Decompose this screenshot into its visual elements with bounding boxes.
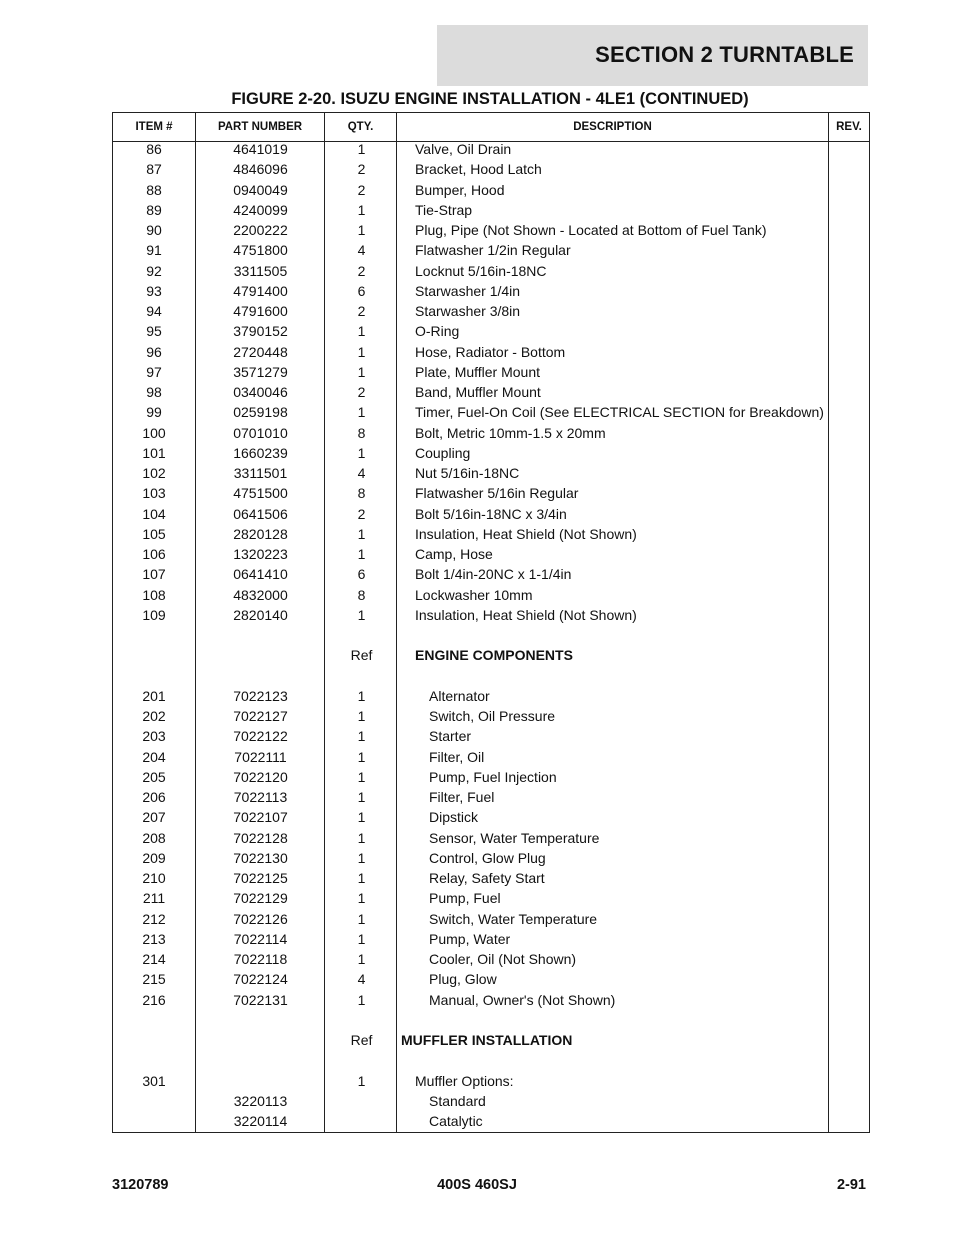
table-row: [113, 544, 869, 564]
description: Switch, Water Temperature: [429, 910, 598, 927]
part-number: 7022120: [233, 768, 288, 785]
description: Camp, Hose: [415, 546, 493, 562]
table-row: [113, 645, 869, 665]
quantity: 1: [357, 748, 366, 765]
quantity: 1: [357, 890, 366, 907]
description: O-Ring: [415, 323, 460, 340]
quantity: 2: [357, 303, 366, 319]
table-row: [113, 1030, 869, 1050]
header-rev: REV.: [836, 121, 862, 133]
description: Standard: [429, 1092, 486, 1109]
quantity: 2: [357, 181, 366, 198]
quantity: 1: [357, 323, 366, 340]
description: Locknut 5/16in-18NC: [415, 262, 547, 279]
item-number: 213: [142, 930, 166, 947]
item-number: 93: [146, 282, 162, 299]
description: Sensor, Water Temperature: [429, 829, 600, 846]
quantity: 1: [357, 201, 366, 218]
table-row: [113, 686, 869, 706]
description: Valve, Oil Drain: [415, 141, 512, 157]
table-row: [113, 929, 869, 949]
item-number: 205: [142, 768, 166, 785]
description: Pump, Water: [429, 930, 511, 947]
part-number: 4791400: [233, 282, 288, 299]
table-row: [113, 402, 869, 422]
part-number: 7022129: [233, 890, 288, 907]
item-number: 102: [142, 465, 166, 481]
item-number: 106: [142, 546, 166, 562]
table-row: [113, 423, 869, 443]
footer-page-number: 2-91: [836, 1177, 866, 1193]
description: Plug, Pipe (Not Shown - Located at Bottom of Fuel Tank): [415, 222, 767, 238]
part-number: 3220113: [233, 1092, 288, 1109]
part-number: 0940049: [233, 181, 288, 198]
description: Hose, Radiator - Bottom: [415, 343, 566, 360]
quantity: 1: [357, 809, 366, 826]
quantity: 8: [357, 424, 366, 441]
part-number: 7022122: [233, 728, 288, 745]
description: Insulation, Heat Shield (Not Shown): [415, 525, 637, 542]
item-number: 92: [146, 262, 162, 279]
table-row: [113, 969, 869, 989]
table-row: [113, 180, 869, 200]
table-row: [113, 261, 869, 281]
item-number: 98: [146, 384, 162, 400]
description: Relay, Safety Start: [429, 870, 545, 886]
quantity: 1: [357, 789, 366, 805]
item-number: 109: [142, 606, 166, 623]
item-number: 91: [146, 242, 162, 259]
item-number: 209: [142, 849, 166, 866]
description: Band, Muffler Mount: [415, 384, 541, 400]
part-number: 7022114: [233, 930, 288, 947]
item-number: 107: [142, 566, 166, 583]
table-row: [113, 382, 869, 402]
part-number: 0641410: [233, 566, 288, 583]
header-item: ITEM #: [135, 121, 173, 133]
item-number: 89: [146, 201, 162, 218]
quantity: 1: [357, 141, 366, 157]
item-number: 210: [142, 870, 166, 886]
item-number: 202: [142, 708, 166, 724]
item-number: 96: [146, 343, 162, 360]
table-row: [113, 585, 869, 605]
part-number: 2820128: [233, 525, 288, 542]
description: Switch, Oil Pressure: [429, 708, 556, 724]
quantity: 1: [357, 1072, 366, 1089]
table-row: [113, 990, 869, 1010]
item-number: 208: [142, 829, 166, 846]
description: Control, Glow Plug: [429, 849, 546, 866]
part-number: 1320223: [233, 546, 288, 562]
item-number: 201: [142, 687, 166, 704]
part-number: 0701010: [233, 424, 288, 441]
quantity: 1: [357, 829, 366, 846]
parts-table: [112, 112, 870, 1133]
description: Muffler Options:: [415, 1072, 514, 1089]
header-qty: QTY.: [347, 121, 374, 133]
item-number: 86: [146, 141, 162, 157]
section-banner: [437, 25, 868, 86]
part-number: 0641506: [233, 505, 288, 522]
item-number: 301: [142, 1072, 166, 1089]
description: Timer, Fuel-On Coil (See ELECTRICAL SECTION for Breakdown): [415, 404, 824, 421]
item-number: 207: [142, 809, 166, 826]
quantity: 1: [357, 687, 366, 704]
table-row: [113, 625, 869, 645]
header-description: DESCRIPTION: [573, 121, 652, 133]
footer-model: 400S 460SJ: [437, 1177, 517, 1193]
table-row: [113, 605, 869, 625]
description: Bumper, Hood: [415, 181, 505, 198]
quantity: Ref: [350, 647, 373, 664]
table-row: [113, 321, 869, 341]
description: Catalytic: [429, 1113, 483, 1129]
header-part-number: PART NUMBER: [217, 121, 303, 133]
table-row: [113, 220, 869, 240]
quantity: 1: [357, 222, 366, 238]
table-row: [113, 159, 869, 179]
table-row: [113, 787, 869, 807]
footer-doc-number: 3120789: [112, 1177, 169, 1193]
item-number: 101: [142, 444, 166, 461]
table-row: [113, 524, 869, 544]
description: Nut 5/16in-18NC: [415, 465, 520, 481]
part-number: 7022111: [234, 748, 287, 765]
table-row: [113, 281, 869, 301]
description: Manual, Owner's (Not Shown): [429, 991, 616, 1008]
table-row: [113, 949, 869, 969]
description: Plug, Glow: [429, 971, 497, 988]
item-number: 215: [142, 971, 166, 988]
description: Dipstick: [429, 809, 479, 826]
table-row: [113, 1010, 869, 1030]
part-number: 0340046: [233, 384, 288, 400]
description: Filter, Oil: [429, 748, 485, 765]
quantity: 1: [357, 404, 366, 421]
table-row: [113, 848, 869, 868]
description: Plate, Muffler Mount: [415, 363, 541, 380]
part-number: 4751800: [233, 242, 288, 259]
description: Starwasher 1/4in: [415, 282, 521, 299]
part-number: 3311505: [233, 262, 288, 279]
part-number: 7022128: [233, 829, 288, 846]
item-number: 105: [142, 525, 166, 542]
quantity: 1: [357, 728, 366, 745]
part-number: 7022123: [233, 687, 288, 704]
table-row: [113, 767, 869, 787]
table-row: [113, 868, 869, 888]
table-row: [113, 706, 869, 726]
table-row: [113, 362, 869, 382]
part-number: 2200222: [233, 222, 288, 238]
description: Flatwasher 5/16in Regular: [415, 485, 579, 502]
quantity: 1: [357, 708, 366, 724]
quantity: 2: [357, 384, 366, 400]
item-number: 204: [142, 748, 166, 765]
part-number: 4641019: [233, 141, 288, 157]
quantity: 8: [357, 485, 366, 502]
table-row: [113, 443, 869, 463]
quantity: 4: [357, 971, 366, 988]
part-number: 7022113: [233, 789, 288, 805]
description: Coupling: [415, 444, 471, 461]
part-number: 3790152: [233, 323, 288, 340]
quantity: 1: [357, 343, 366, 360]
description: Alternator: [429, 687, 490, 704]
table-row: [113, 888, 869, 908]
description: MUFFLER INSTALLATION: [401, 1032, 573, 1048]
quantity: 4: [357, 465, 366, 481]
table-row: [113, 726, 869, 746]
table-row: [113, 564, 869, 584]
part-number: 7022125: [233, 870, 288, 886]
table-row: [113, 909, 869, 929]
part-number: 4751500: [233, 485, 288, 502]
item-number: 203: [142, 728, 166, 745]
description: Tie-Strap: [415, 201, 473, 218]
part-number: 2720448: [233, 343, 288, 360]
description: Insulation, Heat Shield (Not Shown): [415, 606, 637, 623]
part-number: 4832000: [233, 586, 288, 603]
part-number: 7022118: [233, 951, 288, 967]
item-number: 108: [142, 586, 166, 603]
part-number: 3571279: [233, 363, 288, 380]
table-row: [113, 200, 869, 220]
item-number: 88: [146, 181, 162, 198]
item-number: 206: [142, 789, 166, 805]
description: Bolt 5/16in-18NC x 3/4in: [415, 505, 567, 522]
table-row: [113, 747, 869, 767]
table-row: [113, 828, 869, 848]
quantity: 1: [357, 525, 366, 542]
quantity: 1: [357, 930, 366, 947]
description: Filter, Fuel: [429, 789, 495, 805]
part-number: 4846096: [233, 161, 288, 178]
description: Bolt 1/4in-20NC x 1-1/4in: [415, 566, 572, 583]
item-number: 216: [142, 991, 166, 1008]
table-row: [113, 1071, 869, 1091]
table-row: [113, 1091, 869, 1111]
description: Flatwasher 1/2in Regular: [415, 242, 571, 259]
quantity: 1: [357, 870, 366, 886]
description: Pump, Fuel Injection: [429, 768, 557, 785]
description: Bolt, Metric 10mm-1.5 x 20mm: [415, 424, 606, 441]
quantity: 1: [357, 991, 366, 1008]
part-number: 3311501: [233, 465, 288, 481]
part-number: 7022131: [233, 991, 288, 1008]
item-number: 100: [142, 424, 166, 441]
description: Lockwasher 10mm: [415, 586, 533, 603]
part-number: 4791600: [233, 303, 288, 319]
quantity: 6: [357, 566, 366, 583]
item-number: 214: [142, 951, 166, 967]
quantity: 1: [357, 546, 366, 562]
item-number: 99: [146, 404, 162, 421]
item-number: 103: [142, 485, 166, 502]
item-number: 94: [146, 303, 162, 319]
part-number: 2820140: [233, 606, 288, 623]
figure-title: FIGURE 2-20. ISUZU ENGINE INSTALLATION - 4LE1 (CONTINUED): [231, 90, 749, 108]
part-number: 7022107: [233, 809, 288, 826]
part-number: 7022126: [233, 910, 288, 927]
description: Cooler, Oil (Not Shown): [429, 951, 577, 967]
quantity: 1: [357, 768, 366, 785]
description: ENGINE COMPONENTS: [415, 647, 573, 664]
quantity: 2: [357, 161, 366, 178]
table-row: [113, 1050, 869, 1070]
quantity: 2: [357, 262, 366, 279]
quantity: 1: [357, 363, 366, 380]
quantity: 8: [357, 586, 366, 603]
quantity: 2: [357, 505, 366, 522]
quantity: 1: [357, 951, 366, 967]
quantity: Ref: [350, 1032, 373, 1048]
part-number: 0259198: [233, 404, 288, 421]
item-number: 211: [142, 890, 166, 907]
table-row: [113, 139, 869, 159]
table-row: [113, 342, 869, 362]
table-header: [113, 113, 869, 142]
description: Starwasher 3/8in: [415, 303, 521, 319]
part-number: 4240099: [233, 201, 288, 218]
quantity: 1: [357, 849, 366, 866]
part-number: 7022124: [233, 971, 288, 988]
table-row: [113, 1111, 869, 1131]
table-row: [113, 807, 869, 827]
quantity: 1: [357, 444, 366, 461]
table-row: [113, 483, 869, 503]
item-number: 90: [146, 222, 162, 238]
table-row: [113, 463, 869, 483]
description: Starter: [429, 728, 472, 745]
table-row: [113, 301, 869, 321]
part-number: 3220114: [233, 1113, 288, 1129]
quantity: 6: [357, 282, 366, 299]
item-number: 97: [146, 363, 162, 380]
quantity: 1: [357, 606, 366, 623]
item-number: 212: [142, 910, 166, 927]
section-title: SECTION 2 TURNTABLE: [595, 42, 854, 67]
description: Bracket, Hood Latch: [415, 161, 542, 178]
table-row: [113, 240, 869, 260]
part-number: 7022130: [233, 849, 288, 866]
item-number: 95: [146, 323, 162, 340]
quantity: 1: [357, 910, 366, 927]
part-number: 7022127: [233, 708, 288, 724]
part-number: 1660239: [233, 444, 288, 461]
item-number: 104: [142, 505, 166, 522]
quantity: 4: [357, 242, 366, 259]
table-row: [113, 666, 869, 686]
item-number: 87: [146, 161, 162, 178]
table-row: [113, 504, 869, 524]
description: Pump, Fuel: [429, 890, 501, 907]
